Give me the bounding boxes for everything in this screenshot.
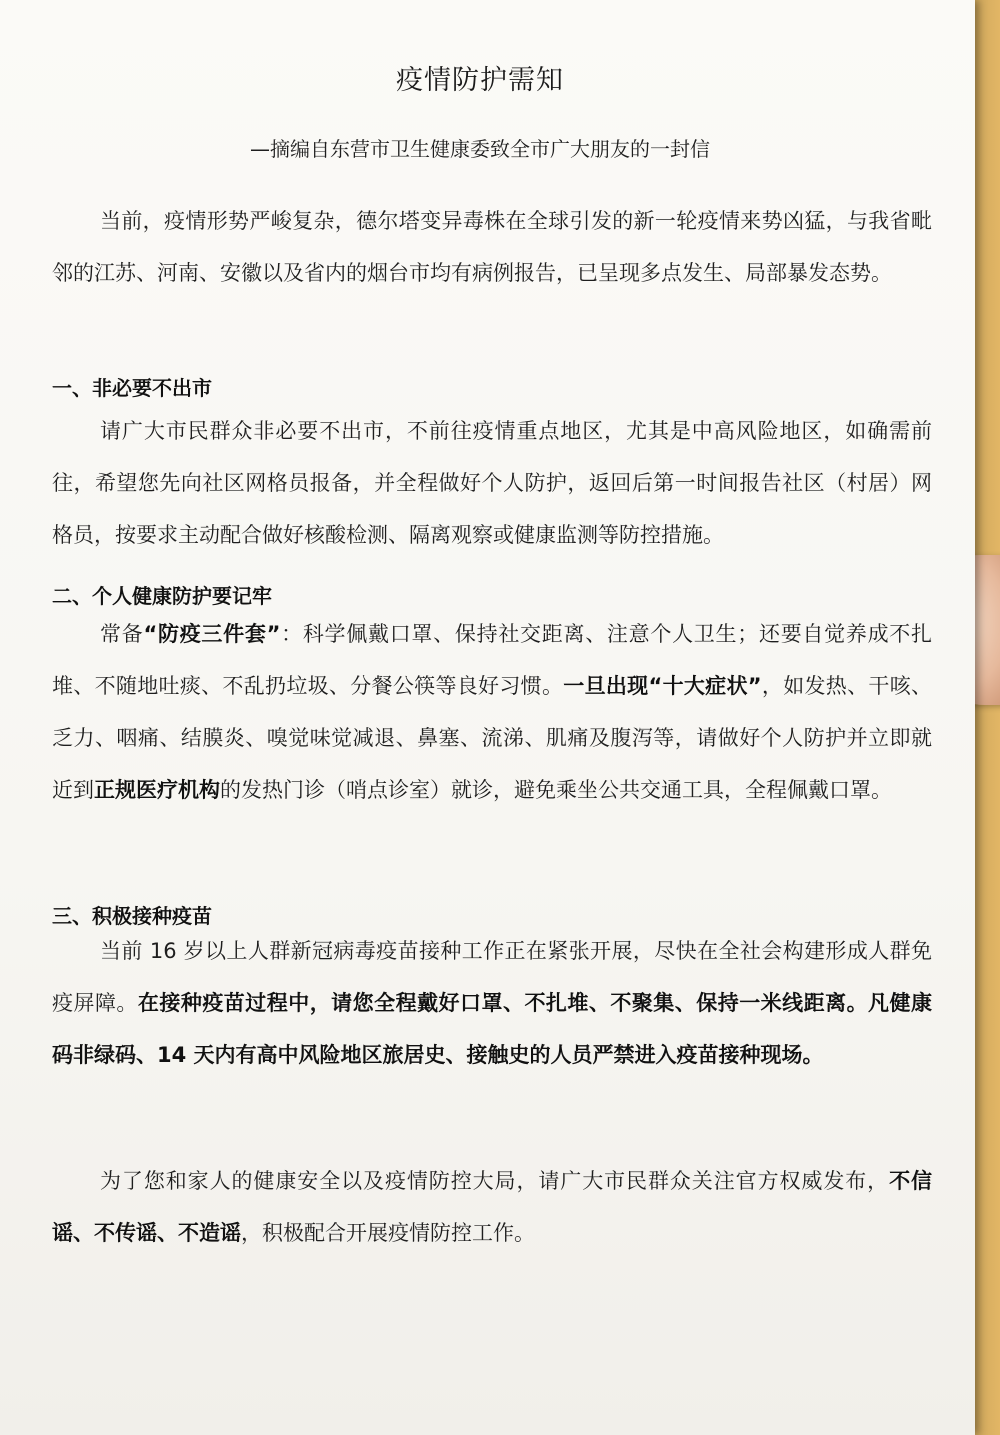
section-3-text-1: 当前 16 岁以上人群新冠病毒疫苗接种工作正在紧张开展，尽快在全社会构建形成人群免疫屏障。 — [52, 939, 932, 1015]
section-2-text-3: ，如发热、干咳、乏力、咽痛、结膜炎、嗅觉味觉减退、鼻塞、流涕、肌痛及腹泻等，请做好个人防护并立即就近到 — [52, 674, 933, 802]
section-heading-1: 一、非必要不出市 — [52, 376, 212, 400]
section-2-text-4: 的发热门诊（哨点诊室）就诊，避免乘坐公共交通工具，全程佩戴口罩。 — [220, 778, 892, 802]
section-heading-3: 三、积极接种疫苗 — [52, 904, 212, 928]
closing-text-1: 为了您和家人的健康安全以及疫情防控大局，请广大市民群众关注官方权威发布， — [100, 1169, 890, 1193]
section-3-paragraph — [52, 925, 932, 1081]
closing-paragraph — [52, 1155, 932, 1259]
closing-bold-1: 不信谣、不传谣、不造谣 — [52, 1169, 932, 1245]
document-subtitle: —摘编自东营市卫生健康委致全市广大朋友的一封信 — [250, 137, 710, 161]
section-3-bold-1: 在接种疫苗过程中，请您全程戴好口罩、不扎堆、不聚集、保持一米线距离。凡健康码非绿码、14 天内有高中风险地区旅居史、接触史的人员严禁进入疫苗接种现场。 — [52, 991, 933, 1067]
section-2-bold-3: 正规医疗机构 — [94, 778, 220, 802]
section-2-text-1: 常备 — [100, 622, 144, 646]
section-1-paragraph: 请广大市民群众非必要不出市，不前往疫情重点地区，尤其是中高风险地区，如确需前往，希望您先向社区网格员报备，并全程做好个人防护，返回后第一时间报告社区（村居）网格员，按要求主动配合做好核酸检测、隔离观察或健康监测等防控措施。 — [52, 419, 932, 547]
section-2-text-2: ：科学佩戴口罩、保持社交距离、注意个人卫生；还要自觉养成不扎堆、不随地吐痰、不乱扔垃圾、分餐公筷等良好习惯。 — [52, 622, 933, 698]
document-title: 疫情防护需知 — [396, 65, 564, 96]
section-heading-2: 二、个人健康防护要记牢 — [52, 584, 272, 608]
closing-text-2: ，积极配合开展疫情防控工作。 — [241, 1221, 535, 1245]
section-2-bold-1: “防疫三件套” — [143, 622, 281, 646]
section-2-paragraph — [52, 608, 932, 816]
section-2-bold-2: 一旦出现“十大症状” — [563, 674, 762, 698]
intro-paragraph: 当前，疫情形势严峻复杂，德尔塔变异毒株在全球引发的新一轮疫情来势凶猛，与我省毗邻的江苏、河南、安徽以及省内的烟台市均有病例报告，已呈现多点发生、局部暴发态势。 — [52, 209, 932, 285]
